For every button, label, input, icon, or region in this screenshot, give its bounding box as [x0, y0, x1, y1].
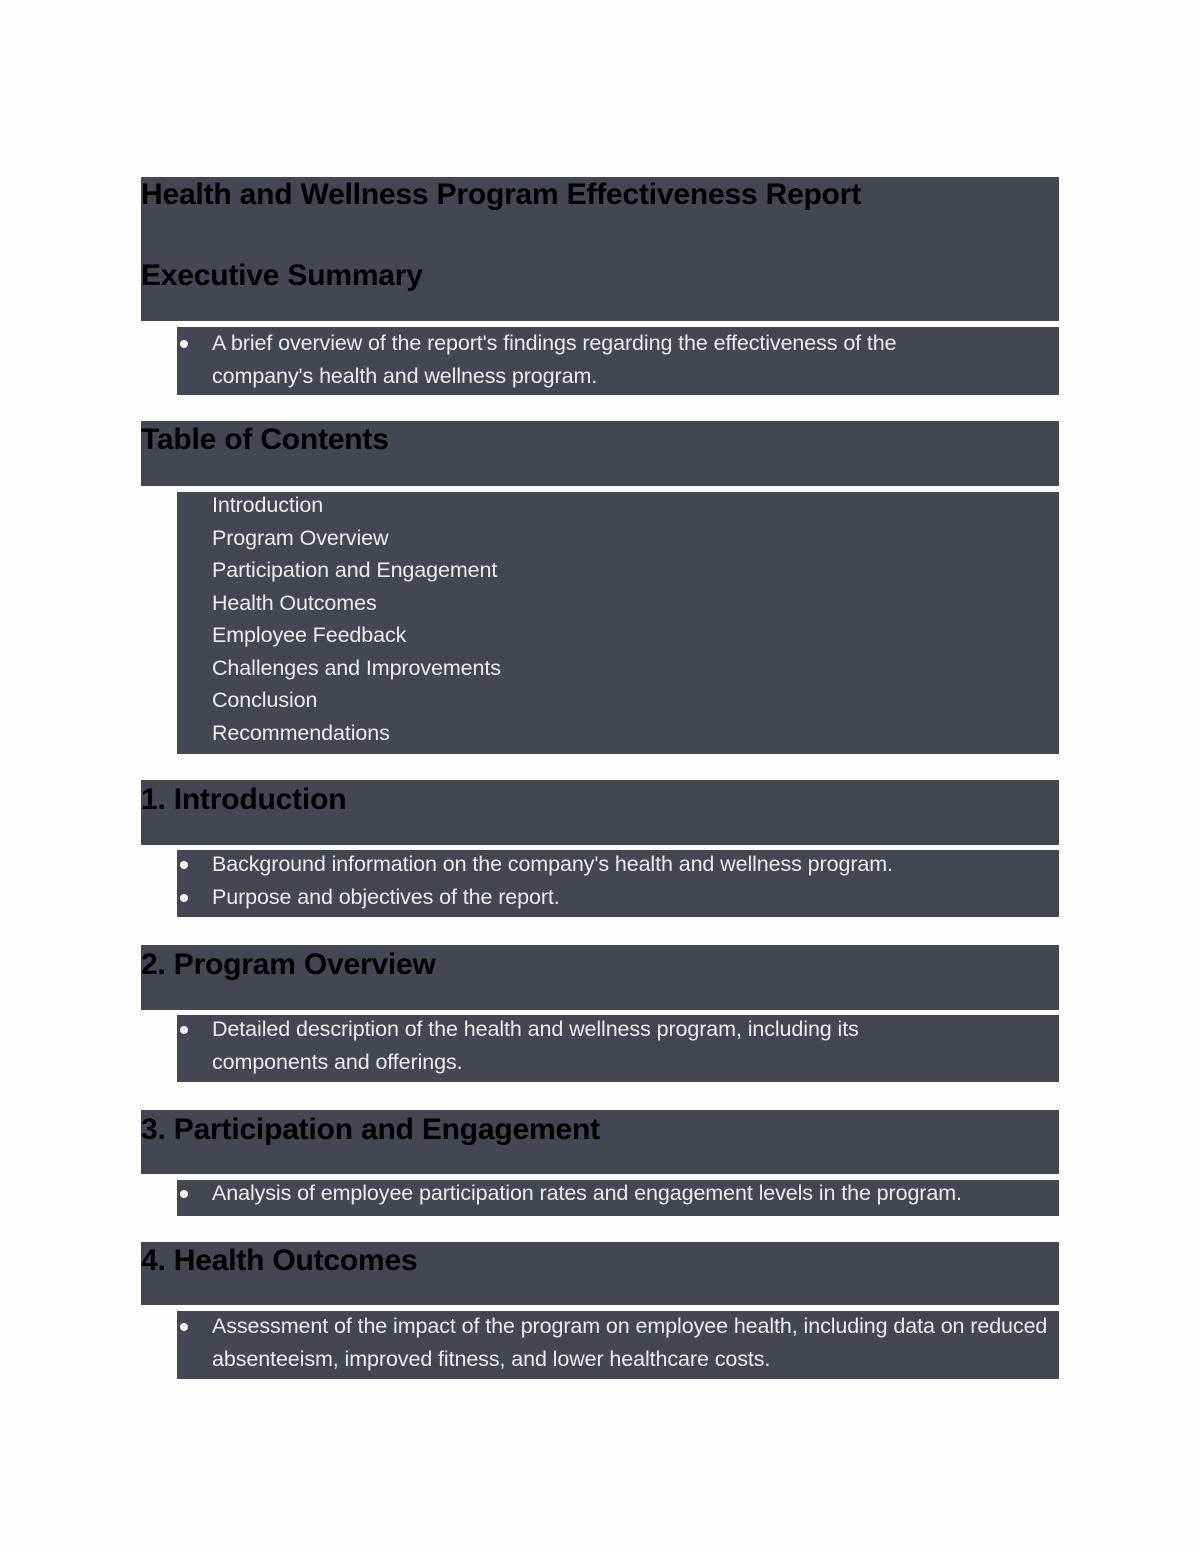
list-item: Assessment of the impact of the program on employee health, including data on reduced absenteeism, improved fitness, and lower healthcare costs.: [177, 1310, 1059, 1375]
executive-summary-list: [177, 327, 1059, 395]
toc-item[interactable]: Challenges and Improvements: [212, 655, 501, 680]
document-title: Health and Wellness Program Effectiveness Report: [141, 178, 862, 211]
bullet-icon: [180, 894, 188, 902]
program-overview-heading-block: [141, 945, 1059, 1010]
section-heading-table-of-contents: Table of Contents: [141, 423, 389, 456]
toc-item[interactable]: Program Overview: [212, 525, 389, 550]
health-outcomes-list: [177, 1311, 1059, 1379]
bullet-icon: [180, 340, 188, 348]
toc-item[interactable]: Health Outcomes: [212, 590, 377, 615]
list-item: Detailed description of the health and wellness program, including its components and offerings.: [177, 1013, 1059, 1078]
bullet-icon: [180, 861, 188, 869]
introduction-heading-block: [141, 780, 1059, 845]
toc-item[interactable]: Recommendations: [212, 720, 390, 745]
bullet-icon: [180, 1323, 188, 1331]
list-item: Background information on the company's health and wellness program.: [177, 848, 1059, 881]
toc-item[interactable]: Conclusion: [212, 688, 318, 712]
list-item: Analysis of employee participation rates and engagement levels in the program.: [177, 1177, 1059, 1210]
introduction-list: [177, 850, 1059, 917]
toc-item[interactable]: Employee Feedback: [212, 623, 407, 647]
toc-heading-block: [141, 421, 1059, 486]
program-overview-list: [177, 1015, 1059, 1082]
section-heading-introduction: 1. Introduction: [141, 783, 347, 816]
list-item: Purpose and objectives of the report.: [177, 881, 1059, 914]
section-heading-executive-summary: Executive Summary: [141, 259, 423, 292]
section-heading-participation-engagement: 3. Participation and Engagement: [141, 1113, 600, 1146]
section-heading-health-outcomes: 4. Health Outcomes: [141, 1244, 418, 1277]
toc-item[interactable]: Participation and Engagement: [212, 558, 498, 582]
title-block: [141, 177, 1059, 321]
bullet-icon: [180, 1026, 188, 1034]
participation-heading-block: [141, 1110, 1059, 1174]
health-outcomes-heading-block: [141, 1242, 1059, 1305]
participation-list: [177, 1180, 1059, 1216]
toc-item[interactable]: Introduction: [212, 493, 324, 517]
bullet-icon: [180, 1190, 188, 1198]
section-heading-program-overview: 2. Program Overview: [141, 948, 436, 981]
toc-list: [177, 492, 1059, 754]
list-item: A brief overview of the report's findings regarding the effectiveness of the company's health and wellness program.: [177, 327, 1059, 392]
